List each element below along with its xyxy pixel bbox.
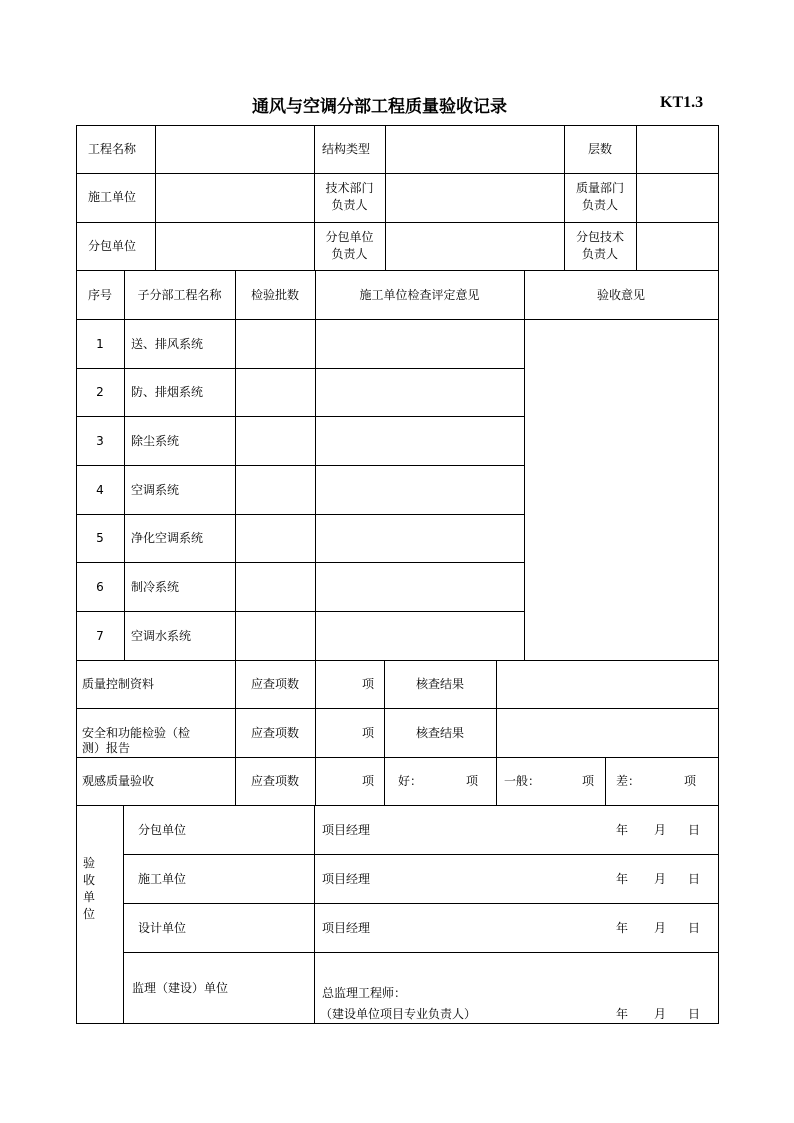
signoff-side-label: 位 [83,907,96,921]
rule [76,319,719,320]
safety-function-label: 安全和功能检验（检 [82,726,191,740]
quality-control-label: 质量控制资料 [82,677,155,691]
rule [76,757,719,758]
year-label: 年 [616,921,629,935]
item-unit: 项 [362,726,375,740]
project-manager-label: 项目经理 [322,921,371,935]
rule [315,270,316,660]
tech-dept-label: 负责人 [331,198,368,212]
average-label: 一般： [504,774,541,788]
structure-type-label: 结构类型 [322,142,371,156]
row-number: 6 [96,580,104,594]
quality-dept-label: 质量部门 [575,181,624,195]
table-border-bottom [76,1023,719,1024]
row-number: 7 [96,629,104,643]
rule [124,270,125,660]
row-sub-name: 空调系统 [131,483,180,497]
sub-unit-head-label: 分包单位 [325,230,374,244]
row-sub-name: 送、排风系统 [131,337,204,351]
form-code: KT1.3 [660,94,704,111]
col-header-seq: 序号 [87,288,112,302]
should-check-label: 应查项数 [250,726,299,740]
chief-supervisor-label: 总监理工程师： [322,986,407,1000]
project-manager-label: 项目经理 [322,823,371,837]
acceptance-form-table [76,125,719,1024]
project-name-label: 工程名称 [88,142,137,156]
row-sub-name: 净化空调系统 [131,531,204,545]
item-unit: 项 [684,774,697,788]
rule [315,660,316,805]
rule [524,270,525,660]
rule [76,514,525,515]
rule [76,270,719,271]
row-number: 3 [96,434,104,448]
signoff-sub-unit: 分包单位 [138,823,187,837]
signoff-construction-unit: 施工单位 [138,872,187,886]
col-header-construction-opinion: 施工单位检查评定意见 [359,288,480,302]
day-label: 日 [688,823,701,837]
signoff-side-label: 验 [83,856,96,870]
rule [76,708,719,709]
row-sub-name: 制冷系统 [131,580,180,594]
project-manager-label: 项目经理 [322,872,371,886]
rule [235,270,236,660]
appearance-label: 观感质量验收 [82,774,155,788]
table-border-right [718,125,719,1024]
month-label: 月 [654,1007,667,1021]
row-number: 2 [96,385,104,399]
rule [76,173,719,174]
should-check-label: 应查项数 [250,774,299,788]
rule [314,805,315,1023]
sub-tech-head-label: 分包技术 [575,230,624,244]
row-number: 1 [96,337,104,351]
month-label: 月 [654,823,667,837]
year-label: 年 [616,823,629,837]
day-label: 日 [688,872,701,886]
item-unit: 项 [362,677,375,691]
row-number: 4 [96,483,104,497]
table-border-left [76,125,77,1024]
rule [123,952,719,953]
rule [123,903,719,904]
month-label: 月 [654,872,667,886]
rule [76,416,525,417]
form-title: 通风与空调分部工程质量验收记录 [252,97,507,117]
rule [76,222,719,223]
construction-unit-label: 施工单位 [88,190,137,204]
year-label: 年 [616,1007,629,1021]
rule [76,562,525,563]
sub-unit-head-label: 负责人 [331,247,368,261]
signoff-side-label: 单 [83,890,96,904]
signoff-design-unit: 设计单位 [138,921,187,935]
tech-dept-label: 技术部门 [325,181,374,195]
row-sub-name: 空调水系统 [131,629,192,643]
result-label: 核查结果 [415,726,464,740]
rule [76,465,525,466]
quality-dept-label: 负责人 [581,198,618,212]
rule [76,805,719,806]
rule [496,660,497,805]
item-unit: 项 [582,774,595,788]
col-header-acceptance-opinion: 验收意见 [596,288,645,302]
rule [155,125,156,270]
row-number: 5 [96,531,104,545]
row-sub-name: 除尘系统 [131,434,180,448]
rule [636,125,637,270]
sub-tech-head-label: 负责人 [581,247,618,261]
signoff-supervision-unit: 监理（建设）单位 [132,981,229,995]
safety-function-label: 测）报告 [82,741,131,755]
day-label: 日 [688,1007,701,1021]
should-check-label: 应查项数 [250,677,299,691]
row-sub-name: 防、排烟系统 [131,385,204,399]
good-label: 好： [398,774,423,788]
col-header-batch-count: 检验批数 [250,288,299,302]
month-label: 月 [654,921,667,935]
signoff-side-label: 收 [83,873,96,887]
rule [76,611,525,612]
owner-rep-label: （建设单位项目专业负责人） [320,1007,477,1021]
rule [76,368,525,369]
rule [605,757,606,805]
rule [76,660,719,661]
day-label: 日 [688,921,701,935]
table-border-top [76,125,719,126]
item-unit: 项 [362,774,375,788]
rule [123,805,124,1023]
result-label: 核查结果 [415,677,464,691]
poor-label: 差： [616,774,641,788]
rule [123,854,719,855]
col-header-sub-name: 子分部工程名称 [137,288,222,302]
item-unit: 项 [466,774,479,788]
year-label: 年 [616,872,629,886]
rule [385,125,386,270]
subcontract-unit-label: 分包单位 [88,239,137,253]
floors-label: 层数 [587,142,612,156]
